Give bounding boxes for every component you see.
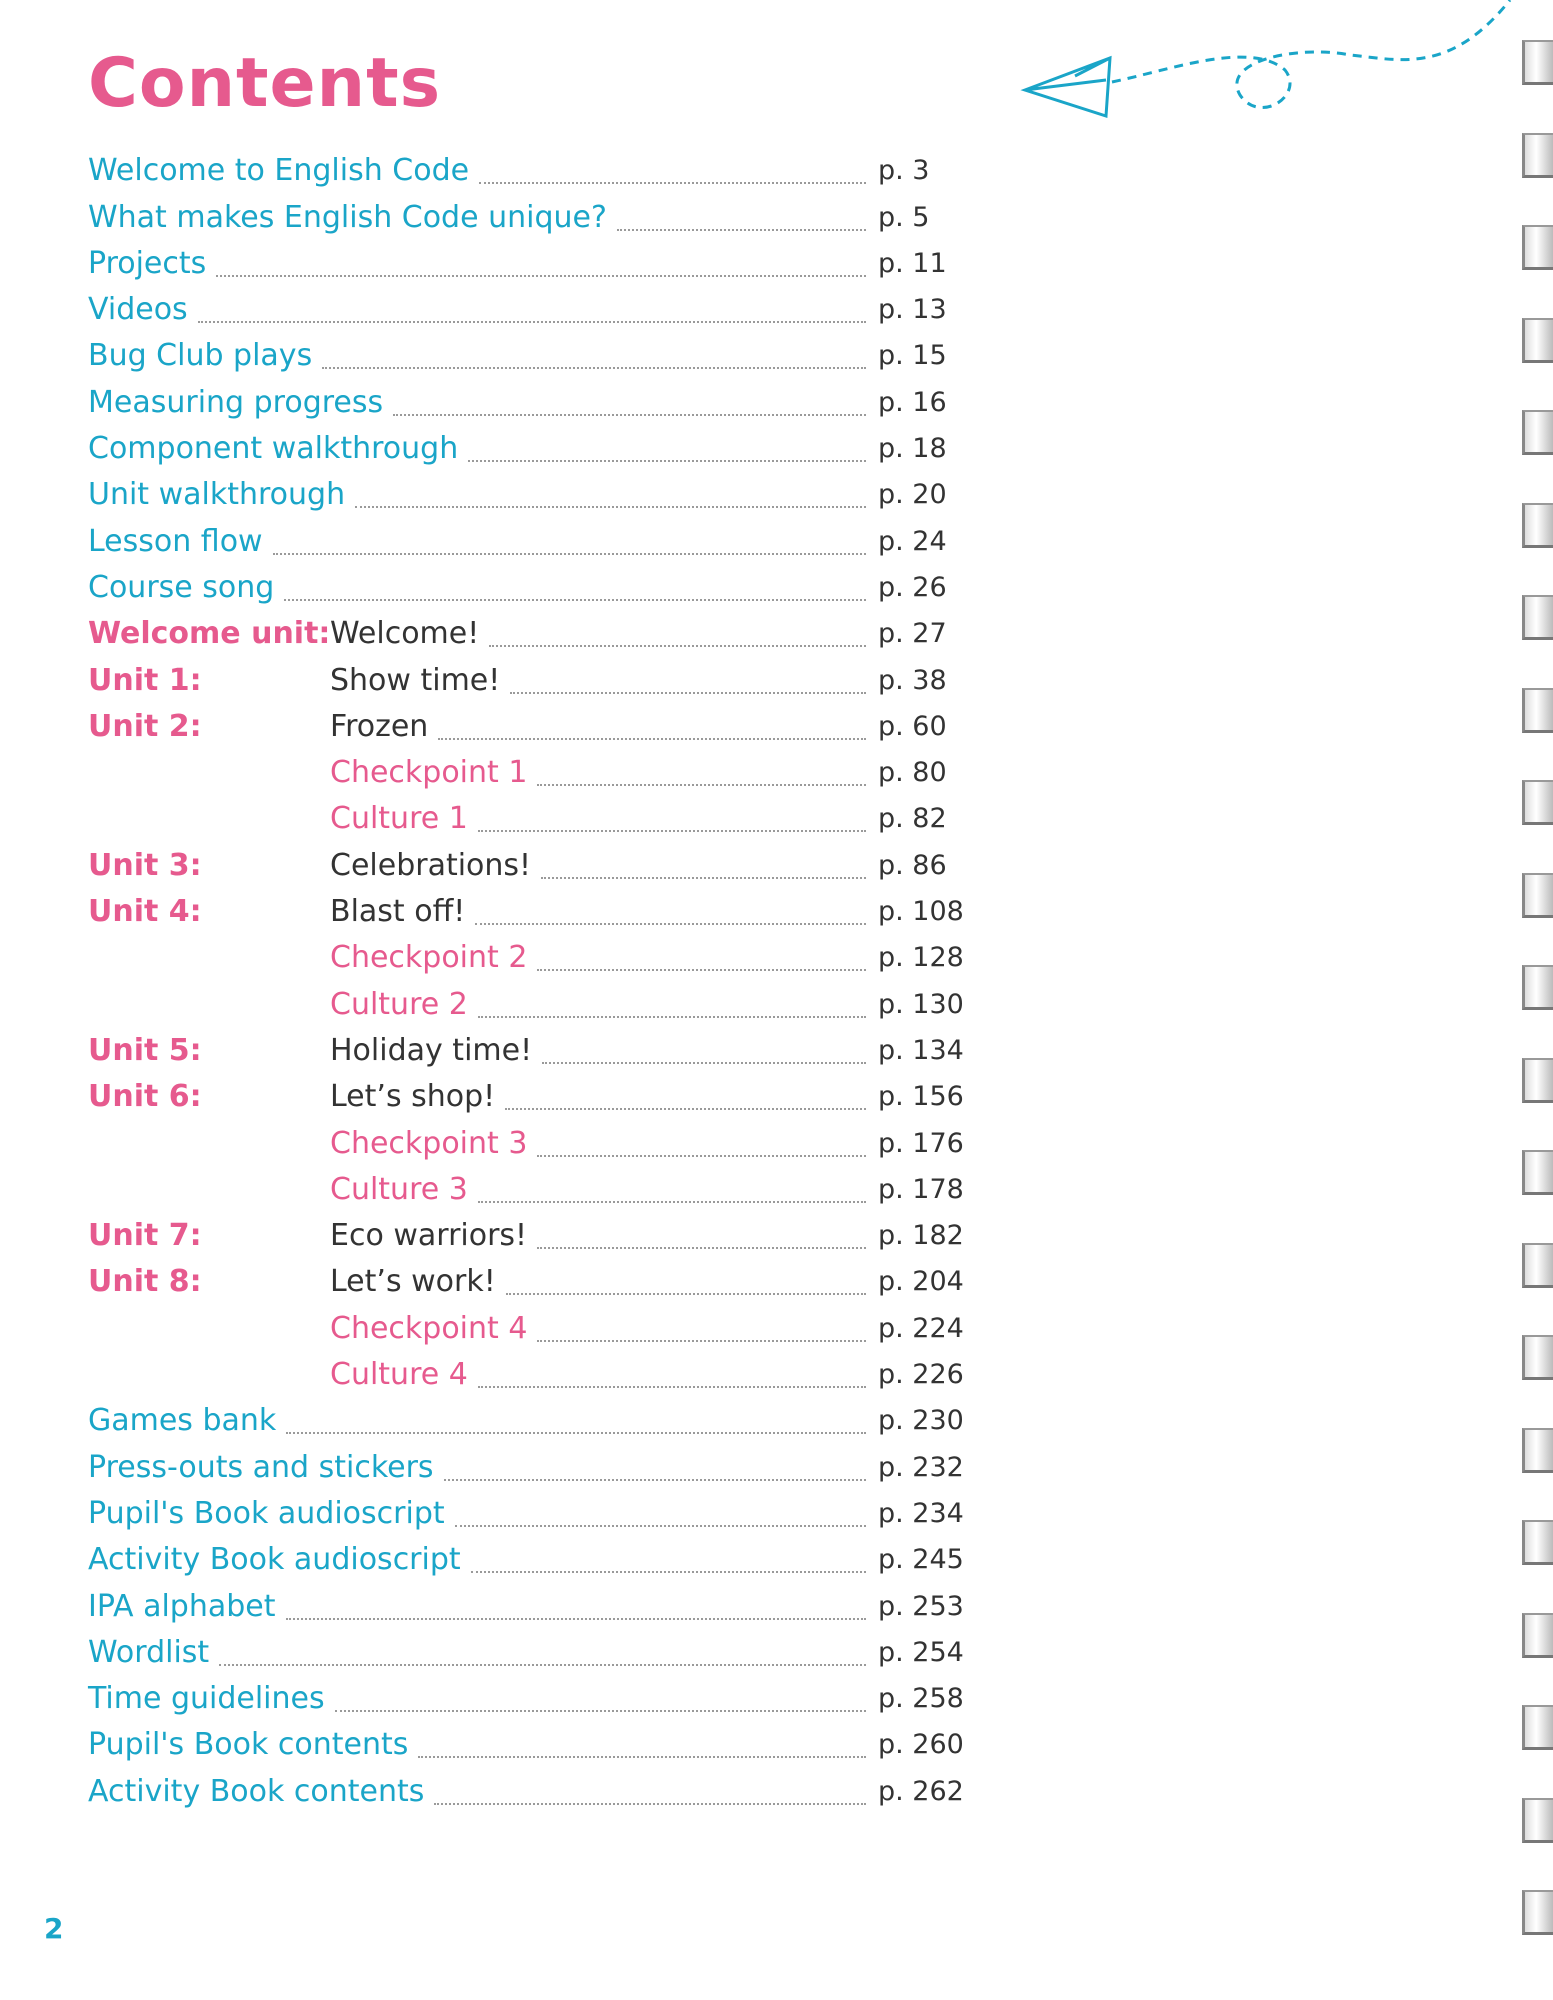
dot-leader — [537, 783, 866, 786]
entry-page: p. 254 — [878, 1636, 964, 1668]
entry-title: Checkpoint 3 — [330, 1125, 528, 1161]
unit-label: Unit 6: — [88, 1079, 202, 1115]
dot-leader — [537, 968, 866, 971]
dot-leader — [617, 228, 866, 231]
dot-leader — [335, 1709, 866, 1712]
toc-entry — [88, 1537, 878, 1583]
toc-entry — [88, 796, 878, 842]
entry-title: Pupil's Book contents — [88, 1727, 409, 1763]
toc-entry — [88, 565, 878, 611]
toc-row — [88, 1120, 964, 1166]
toc-row — [88, 1398, 964, 1444]
entry-page: p. 80 — [878, 757, 947, 789]
toc-row — [88, 472, 958, 518]
page-number: 2 — [44, 1912, 64, 1945]
entry-page: p. 230 — [878, 1405, 964, 1437]
spiral-coil — [1522, 1058, 1553, 1103]
unit-label: Welcome unit: — [88, 616, 331, 652]
spiral-coil — [1522, 133, 1553, 178]
toc-row — [88, 1074, 964, 1120]
toc-row — [88, 657, 958, 703]
toc-entry — [88, 380, 878, 426]
entry-title: Eco warriors! — [330, 1218, 528, 1254]
spiral-coil — [1522, 965, 1553, 1010]
entry-page: p. 234 — [878, 1497, 964, 1529]
dot-leader — [475, 922, 866, 925]
spiral-binding — [1518, 20, 1553, 1970]
toc-row — [88, 889, 964, 935]
unit-label: Unit 4: — [88, 894, 202, 930]
toc-row — [88, 194, 958, 240]
entry-title: Frozen — [330, 708, 429, 744]
entry-title: Time guidelines — [88, 1681, 325, 1717]
dot-leader — [479, 181, 866, 184]
toc-row — [88, 1676, 964, 1722]
spiral-coil — [1522, 40, 1553, 85]
dot-leader — [434, 1802, 866, 1805]
dot-leader — [438, 737, 866, 740]
entry-title: Let’s shop! — [330, 1079, 496, 1115]
toc-entry — [88, 1445, 878, 1491]
entry-title: Celebrations! — [330, 847, 532, 883]
contents-list — [88, 148, 964, 1815]
entry-title: Blast off! — [330, 894, 466, 930]
entry-page: p. 176 — [878, 1127, 964, 1159]
spiral-coil — [1522, 1150, 1553, 1195]
dot-leader — [284, 598, 866, 601]
entry-title: Activity Book audioscript — [88, 1542, 461, 1578]
unit-label: Unit 1: — [88, 662, 202, 698]
toc-row — [88, 611, 958, 657]
spiral-coil — [1522, 1613, 1553, 1658]
toc-row — [88, 426, 958, 472]
dot-leader — [198, 320, 866, 323]
dot-leader — [541, 876, 866, 879]
entry-page: p. 27 — [878, 618, 947, 650]
entry-page: p. 18 — [878, 433, 947, 465]
dot-leader — [471, 1570, 866, 1573]
spiral-coil — [1522, 1890, 1553, 1935]
toc-row — [88, 1583, 964, 1629]
toc-entry — [88, 1769, 878, 1815]
toc-row — [88, 704, 958, 750]
toc-entry — [88, 1630, 878, 1676]
entry-title: What makes English Code unique? — [88, 199, 607, 235]
toc-entry — [88, 1306, 878, 1352]
entry-page: p. 260 — [878, 1729, 964, 1761]
toc-row — [88, 1259, 964, 1305]
toc-entry — [88, 843, 878, 889]
toc-entry — [88, 1074, 878, 1120]
dot-leader — [478, 1015, 866, 1018]
toc-entry — [88, 935, 878, 981]
entry-title: Press-outs and stickers — [88, 1449, 434, 1485]
entry-title: Pupil's Book audioscript — [88, 1495, 445, 1531]
spiral-coil — [1522, 1798, 1553, 1843]
entry-page: p. 86 — [878, 849, 947, 881]
entry-page: p. 82 — [878, 803, 947, 835]
toc-row — [88, 842, 958, 888]
toc-row — [88, 379, 958, 425]
toc-entry — [88, 148, 878, 194]
entry-title: Lesson flow — [88, 523, 263, 559]
spiral-coil — [1522, 318, 1553, 363]
entry-page: p. 253 — [878, 1590, 964, 1622]
toc-row — [88, 333, 958, 379]
toc-entry — [88, 426, 878, 472]
dot-leader — [510, 691, 866, 694]
entry-page: p. 26 — [878, 571, 947, 603]
unit-label: Unit 8: — [88, 1264, 202, 1300]
toc-row — [88, 1213, 964, 1259]
toc-row — [88, 796, 958, 842]
entry-page: p. 60 — [878, 710, 947, 742]
dot-leader — [506, 1292, 866, 1295]
entry-title: Wordlist — [88, 1634, 210, 1670]
entry-page: p. 130 — [878, 988, 964, 1020]
dot-leader — [537, 1246, 866, 1249]
entry-page: p. 11 — [878, 247, 947, 279]
toc-row — [88, 518, 958, 564]
dot-leader — [468, 459, 866, 462]
entry-page: p. 156 — [878, 1081, 964, 1113]
toc-row — [88, 241, 958, 287]
dot-leader — [489, 644, 866, 647]
dot-leader — [273, 552, 866, 555]
toc-entry — [88, 1028, 878, 1074]
entry-page: p. 182 — [878, 1220, 964, 1252]
toc-row — [88, 981, 964, 1027]
toc-entry — [88, 611, 878, 657]
entry-title: Culture 2 — [330, 986, 468, 1022]
unit-label: Unit 7: — [88, 1218, 202, 1254]
entry-title: Checkpoint 2 — [330, 940, 528, 976]
dot-leader — [286, 1431, 866, 1434]
toc-entry — [88, 519, 878, 565]
dot-leader — [444, 1478, 866, 1481]
entry-page: p. 5 — [878, 201, 930, 233]
entry-title: Show time! — [330, 662, 501, 698]
toc-entry — [88, 750, 878, 796]
toc-entry — [88, 658, 878, 704]
unit-label: Unit 5: — [88, 1032, 202, 1068]
toc-entry — [88, 287, 878, 333]
dot-leader — [478, 1385, 866, 1388]
paper-plane-icon — [1020, 0, 1520, 130]
dot-leader — [219, 1663, 866, 1666]
toc-entry — [88, 1491, 878, 1537]
toc-entry — [88, 195, 878, 241]
toc-row — [88, 565, 958, 611]
entry-title: Games bank — [88, 1403, 277, 1439]
dot-leader — [393, 413, 866, 416]
entry-page: p. 224 — [878, 1312, 964, 1344]
entry-title: Measuring progress — [88, 384, 384, 420]
entry-title: Checkpoint 4 — [330, 1310, 528, 1346]
entry-title: IPA alphabet — [88, 1588, 276, 1624]
entry-title: Culture 4 — [330, 1357, 468, 1393]
spiral-coil — [1522, 1705, 1553, 1750]
entry-page: p. 16 — [878, 386, 947, 418]
entry-title: Culture 3 — [330, 1171, 468, 1207]
toc-row — [88, 1722, 964, 1768]
entry-page: p. 262 — [878, 1775, 964, 1807]
dot-leader — [542, 1061, 866, 1064]
toc-row — [88, 750, 958, 796]
entry-page: p. 20 — [878, 479, 947, 511]
spiral-coil — [1522, 410, 1553, 455]
entry-page: p. 13 — [878, 294, 947, 326]
entry-page: p. 128 — [878, 942, 964, 974]
entry-page: p. 134 — [878, 1034, 964, 1066]
toc-row — [88, 1305, 964, 1351]
spiral-coil — [1522, 1335, 1553, 1380]
toc-entry — [88, 1259, 878, 1305]
toc-row — [88, 148, 958, 194]
dot-leader — [322, 366, 866, 369]
page-title: Contents — [88, 44, 442, 123]
entry-title: Course song — [88, 569, 275, 605]
toc-row — [88, 1167, 964, 1213]
entry-page: p. 178 — [878, 1173, 964, 1205]
entry-title: Bug Club plays — [88, 338, 313, 374]
entry-page: p. 232 — [878, 1451, 964, 1483]
dot-leader — [478, 1200, 866, 1203]
entry-page: p. 3 — [878, 155, 930, 187]
dot-leader — [418, 1755, 866, 1758]
toc-entry — [88, 704, 878, 750]
toc-row — [88, 1444, 964, 1490]
toc-row — [88, 1537, 964, 1583]
dot-leader — [505, 1107, 866, 1110]
entry-page: p. 245 — [878, 1544, 964, 1576]
entry-title: Checkpoint 1 — [330, 755, 528, 791]
entry-title: Let’s work! — [330, 1264, 496, 1300]
toc-entry — [88, 1352, 878, 1398]
spiral-coil — [1522, 1520, 1553, 1565]
toc-entry — [88, 1676, 878, 1722]
entry-title: Component walkthrough — [88, 431, 459, 467]
spiral-coil — [1522, 595, 1553, 640]
entry-page: p. 226 — [878, 1359, 964, 1391]
spiral-coil — [1522, 780, 1553, 825]
spiral-coil — [1522, 503, 1553, 548]
spiral-coil — [1522, 1428, 1553, 1473]
entry-title: Videos — [88, 292, 188, 328]
toc-row — [88, 1028, 964, 1074]
entry-title: Projects — [88, 245, 207, 281]
toc-entry — [88, 982, 878, 1028]
toc-row — [88, 287, 958, 333]
entry-title: Holiday time! — [330, 1032, 533, 1068]
unit-label: Unit 2: — [88, 708, 202, 744]
entry-page: p. 15 — [878, 340, 947, 372]
toc-entry — [88, 1584, 878, 1630]
entry-page: p. 204 — [878, 1266, 964, 1298]
toc-entry — [88, 333, 878, 379]
entry-page: p. 108 — [878, 896, 964, 928]
toc-entry — [88, 1121, 878, 1167]
spiral-coil — [1522, 873, 1553, 918]
spiral-coil — [1522, 1243, 1553, 1288]
toc-row — [88, 1491, 964, 1537]
dot-leader — [286, 1617, 867, 1620]
toc-entry — [88, 1722, 878, 1768]
toc-entry — [88, 472, 878, 518]
entry-title: Welcome to English Code — [88, 153, 470, 189]
dot-leader — [537, 1339, 866, 1342]
toc-entry — [88, 241, 878, 287]
dot-leader — [216, 274, 866, 277]
dot-leader — [478, 829, 866, 832]
toc-entry — [88, 1398, 878, 1444]
entry-title: Unit walkthrough — [88, 477, 346, 513]
dot-leader — [455, 1524, 866, 1527]
unit-label: Unit 3: — [88, 847, 202, 883]
toc-entry — [88, 1213, 878, 1259]
entry-title: Culture 1 — [330, 801, 468, 837]
toc-row — [88, 1768, 964, 1814]
dot-leader — [355, 505, 866, 508]
spiral-coil — [1522, 688, 1553, 733]
entry-page: p. 24 — [878, 525, 947, 557]
toc-entry — [88, 889, 878, 935]
toc-row — [88, 935, 964, 981]
entry-title: Welcome! — [330, 616, 480, 652]
entry-page: p. 258 — [878, 1683, 964, 1715]
entry-title: Activity Book contents — [88, 1773, 425, 1809]
toc-row — [88, 1630, 964, 1676]
dot-leader — [537, 1154, 866, 1157]
toc-entry — [88, 1167, 878, 1213]
spiral-coil — [1522, 225, 1553, 270]
entry-page: p. 38 — [878, 664, 947, 696]
toc-row — [88, 1352, 964, 1398]
